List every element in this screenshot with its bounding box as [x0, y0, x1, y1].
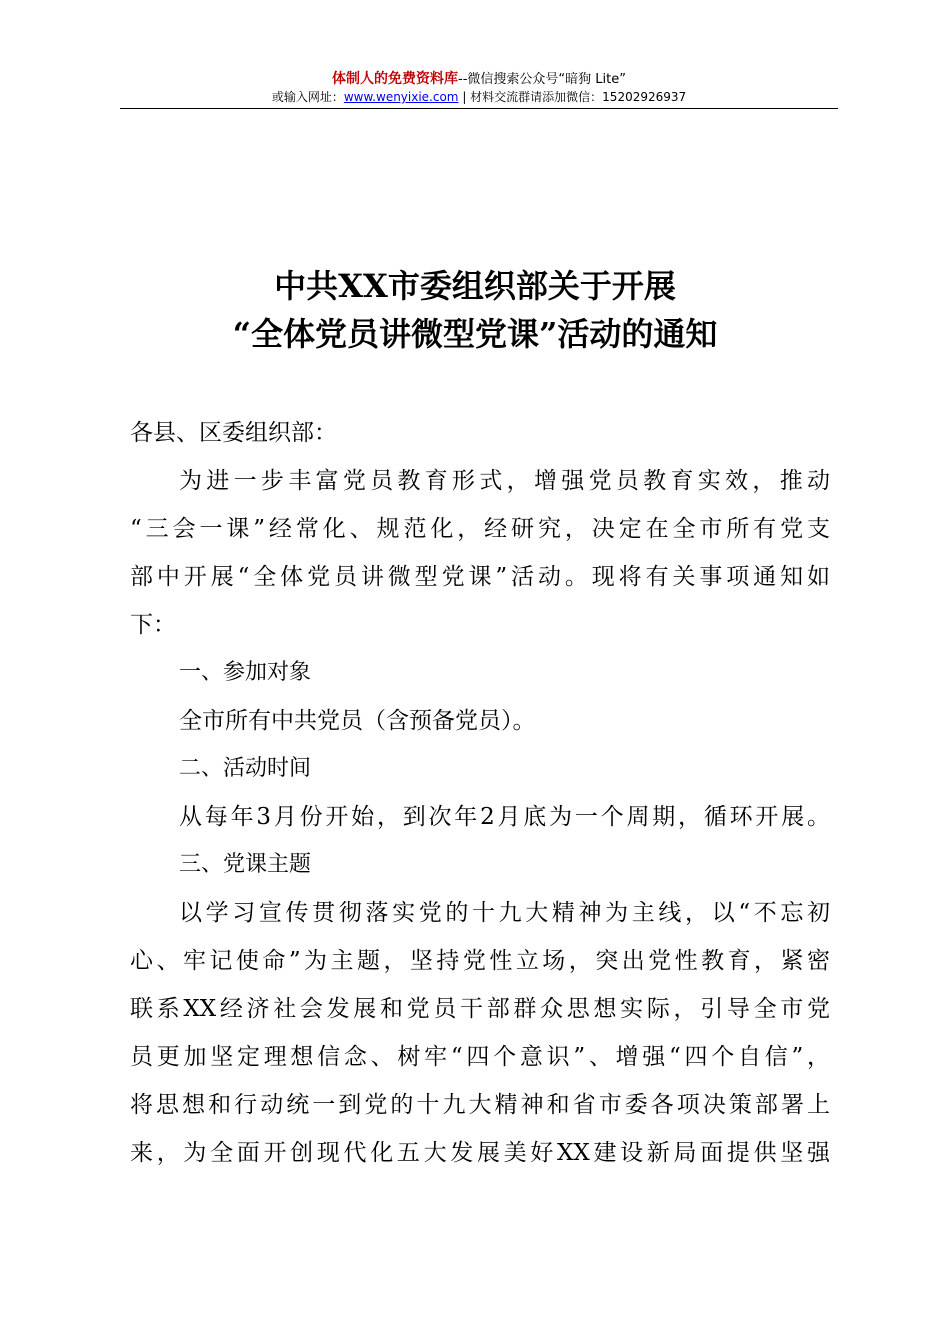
- header-url-prefix: 或输入网址：: [271, 90, 344, 104]
- header-divider: [120, 108, 838, 109]
- page-header: [120, 70, 838, 106]
- intro-line: “三会一课”经常化、规范化，经研究，决定在全市所有党支: [130, 516, 830, 542]
- title-line-2: “全体党员讲微型党课”活动的通知: [232, 315, 718, 353]
- section-3-line: 将思想和行动统一到党的十九大精神和省市委各项决策部署上: [130, 1092, 830, 1118]
- section-3-line: 以学习宣传贯彻落实党的十九大精神为主线，以“不忘初: [179, 900, 830, 926]
- intro-line: 部中开展“全体党员讲微型党课”活动。现将有关事项通知如: [130, 564, 830, 590]
- section-3-line: 员更加坚定理想信念、树牢“四个意识”、增强“四个自信”，: [130, 1044, 830, 1070]
- section-1-text: 全市所有中共党员（含预备党员）。: [179, 708, 536, 734]
- salutation: 各县、区委组织部：: [130, 420, 337, 446]
- document-title: [60, 262, 890, 358]
- section-3-heading: 三、党课主题: [179, 852, 312, 877]
- header-brand-tail: --微信搜索公众号“暗狗 Lite”: [458, 72, 626, 87]
- section-2-text: 从每年3月份开始，到次年2月底为一个周期，循环开展。: [179, 804, 830, 830]
- section-3-line: 心、牢记使命”为主题，坚持党性立场，突出党性教育，紧密: [130, 948, 830, 974]
- section-1-heading: 一、参加对象: [179, 660, 312, 685]
- header-line-1: [120, 70, 838, 89]
- section-3-line: 来，为全面开创现代化五大发展美好XX建设新局面提供坚强: [130, 1140, 830, 1166]
- title-line-1: 中共XX市委组织部关于开展: [274, 267, 676, 305]
- intro-line: 为进一步丰富党员教育形式，增强党员教育实效，推动: [179, 468, 830, 494]
- intro-line: 下：: [130, 612, 176, 638]
- header-line-2: [120, 89, 838, 106]
- header-url-link[interactable]: www.wenyixie.com: [343, 90, 459, 104]
- section-3-line: 联系XX经济社会发展和党员干部群众思想实际，引导全市党: [130, 996, 830, 1022]
- header-wechat: | 材料交流群请添加微信：15202926937: [458, 90, 687, 104]
- header-brand: 体制人的免费资料库: [332, 71, 459, 87]
- section-2-heading: 二、活动时间: [179, 756, 312, 781]
